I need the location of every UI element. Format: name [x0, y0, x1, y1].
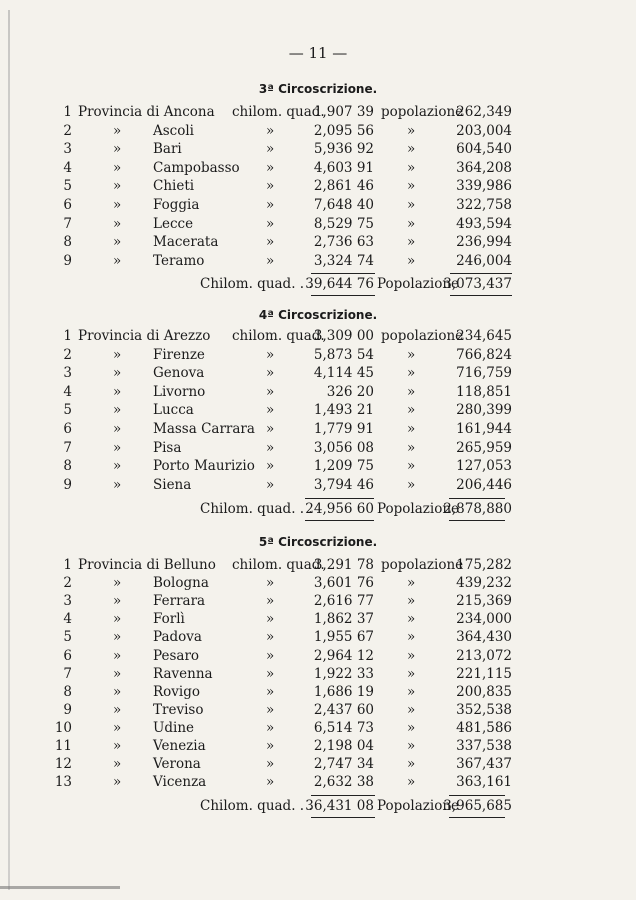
population-value: 221,115 [456, 665, 512, 682]
area-value: 1,955 67 [313, 629, 374, 646]
total-row [0, 276, 636, 294]
table-row [0, 421, 636, 439]
area-value: 4,114 45 [313, 365, 374, 382]
population-value: 246,004 [456, 252, 512, 269]
province-name: Forlì [153, 611, 185, 628]
ditto-mark: » [407, 141, 416, 158]
population-value: 265,959 [456, 439, 512, 456]
ditto-mark: » [407, 719, 416, 736]
ditto-mark: » [113, 252, 122, 269]
ditto-mark: » [113, 365, 122, 382]
province-name: Vicenza [153, 774, 207, 791]
province-name: Livorno [153, 383, 206, 400]
total-row [0, 501, 636, 519]
ditto-mark: » [113, 402, 122, 419]
ditto-mark: » [407, 234, 416, 251]
area-value: 2,747 34 [313, 756, 374, 773]
province-name: Firenze [153, 346, 205, 363]
ditto-mark: » [113, 719, 122, 736]
table-row [0, 593, 636, 611]
province-name: Treviso [153, 701, 204, 718]
row-index: 8 [63, 234, 72, 251]
row-index: 5 [63, 402, 72, 419]
ditto-mark: » [266, 683, 275, 700]
ditto-mark: » [113, 665, 122, 682]
ditto-mark: » [266, 421, 275, 437]
ditto-mark: » [113, 575, 122, 592]
province-name: Bari [153, 141, 182, 158]
row-index: 3 [63, 593, 72, 610]
province-name: Foggia [153, 197, 200, 213]
area-value: 3,291 78 [313, 557, 374, 573]
province-name: Siena [153, 476, 192, 493]
total-rule [449, 795, 505, 796]
total-area: 36,431 08 [305, 798, 374, 814]
total-population: 3,965,685 [443, 798, 512, 814]
population-value: 203,004 [456, 122, 512, 139]
ditto-mark: » [407, 439, 416, 456]
ditto-mark: » [407, 122, 416, 139]
ditto-mark: » [266, 178, 275, 195]
total-underline [450, 295, 512, 296]
table-row [0, 648, 636, 666]
table-row [0, 458, 636, 476]
area-value: 2,736 63 [313, 234, 374, 251]
ditto-mark: » [266, 593, 275, 610]
section-title: 3ª Circoscrizione. [258, 82, 378, 96]
population-label: popolazione [381, 557, 464, 573]
province-name: Lucca [153, 402, 194, 419]
ditto-mark: » [407, 252, 416, 269]
area-value: 2,616 77 [313, 593, 374, 610]
ditto-mark: » [407, 665, 416, 682]
ditto-mark: » [407, 346, 416, 363]
row-index: 5 [63, 629, 72, 646]
ditto-mark: » [407, 629, 416, 646]
ditto-mark: » [407, 402, 416, 419]
ditto-mark: » [113, 738, 122, 754]
ditto-mark: » [266, 346, 275, 363]
ditto-mark: » [266, 252, 275, 269]
province-label: Provincia di Ancona [78, 104, 215, 120]
ditto-mark: » [407, 738, 416, 754]
population-value: 234,000 [456, 611, 512, 628]
province-name: Padova [153, 629, 202, 646]
row-index: 2 [63, 122, 72, 139]
province-label: Provincia di Arezzo [78, 328, 211, 344]
population-value: 200,835 [456, 683, 512, 700]
area-value: 1,862 37 [313, 611, 374, 628]
population-value: 766,824 [456, 346, 512, 363]
area-value: 4,603 91 [313, 159, 374, 176]
ditto-mark: » [113, 421, 122, 437]
table-row [0, 384, 636, 402]
unit-label: chilom. quad. [232, 557, 325, 573]
population-value: 352,538 [456, 701, 512, 718]
row-index: 9 [63, 252, 72, 269]
ditto-mark: » [113, 458, 122, 475]
population-value: 280,399 [456, 402, 512, 419]
row-index: 2 [63, 575, 72, 592]
population-value: 161,944 [456, 421, 512, 437]
population-value: 322,758 [456, 197, 512, 213]
population-value: 215,369 [456, 593, 512, 610]
province-name: Ferrara [153, 593, 206, 610]
ditto-mark: » [266, 629, 275, 646]
row-index: 6 [63, 647, 72, 664]
population-value: 364,208 [456, 159, 512, 176]
table-row-first [0, 328, 636, 346]
area-value: 3,309 00 [313, 328, 374, 344]
area-value: 1,907 39 [313, 104, 374, 120]
area-value: 3,324 74 [313, 252, 374, 269]
population-value: 213,072 [456, 647, 512, 664]
total-population: 3,073,437 [443, 276, 512, 292]
province-name: Bologna [153, 575, 209, 592]
total-rule [450, 273, 512, 274]
total-underline [449, 817, 505, 818]
ditto-mark: » [266, 383, 275, 400]
ditto-mark: » [113, 611, 122, 628]
total-area: 39,644 76 [305, 276, 374, 292]
area-value: 1,209 75 [313, 458, 374, 475]
ditto-mark: » [113, 439, 122, 456]
ditto-mark: » [407, 421, 416, 437]
area-value: 2,437 60 [313, 701, 374, 718]
population-value: 363,161 [456, 774, 512, 791]
ditto-mark: » [407, 575, 416, 592]
row-index: 6 [63, 197, 72, 213]
total-underline [311, 295, 375, 296]
ditto-mark: » [407, 701, 416, 718]
area-value: 2,861 46 [313, 178, 374, 195]
ditto-mark: » [266, 665, 275, 682]
ditto-mark: » [266, 365, 275, 382]
table-row [0, 160, 636, 178]
table-row [0, 253, 636, 271]
ditto-mark: » [113, 383, 122, 400]
area-value: 2,632 38 [313, 774, 374, 791]
total-rule [311, 273, 375, 274]
population-value: 604,540 [456, 141, 512, 158]
province-name: Genova [153, 365, 205, 382]
row-index: 6 [63, 421, 72, 437]
ditto-mark: » [407, 774, 416, 791]
ditto-mark: » [113, 234, 122, 251]
area-value: 1,922 33 [313, 665, 374, 682]
table-row [0, 477, 636, 495]
ditto-mark: » [266, 719, 275, 736]
row-index: 4 [63, 159, 72, 176]
ditto-mark: » [407, 647, 416, 664]
table-row [0, 178, 636, 196]
population-value: 234,645 [456, 328, 512, 344]
table-row [0, 684, 636, 702]
total-rule [311, 795, 375, 796]
population-value: 262,349 [456, 104, 512, 120]
population-value: 364,430 [456, 629, 512, 646]
table-row [0, 347, 636, 365]
table-row [0, 756, 636, 774]
area-value: 3,794 46 [313, 476, 374, 493]
province-name: Pesaro [153, 647, 200, 664]
province-name: Udine [153, 719, 195, 736]
population-label: popolazione [381, 328, 464, 344]
total-row [0, 798, 636, 816]
ditto-mark: » [113, 476, 122, 493]
area-value: 1,686 19 [313, 683, 374, 700]
population-value: 127,053 [456, 458, 512, 475]
ditto-mark: » [266, 476, 275, 493]
ditto-mark: » [113, 756, 122, 773]
row-index: 1 [63, 328, 72, 344]
total-underline [311, 817, 375, 818]
total-unit-label: Chilom. quad. . . [200, 501, 313, 517]
table-row-first [0, 557, 636, 575]
total-population-label: Popolazione [377, 501, 460, 517]
ditto-mark: » [266, 611, 275, 628]
area-value: 8,529 75 [313, 215, 374, 232]
province-name: Pisa [153, 439, 182, 456]
total-population-label: Popolazione [377, 798, 460, 814]
table-row [0, 234, 636, 252]
row-index: 10 [54, 719, 72, 736]
province-name: Ascoli [153, 122, 195, 139]
ditto-mark: » [407, 215, 416, 232]
total-unit-label: Chilom. quad. . . [200, 798, 313, 814]
row-index: 1 [63, 104, 72, 120]
ditto-mark: » [266, 756, 275, 773]
province-name: Macerata [153, 234, 219, 251]
row-index: 7 [63, 439, 72, 456]
population-value: 716,759 [456, 365, 512, 382]
row-index: 11 [54, 738, 72, 754]
total-population-label: Popolazione [377, 276, 460, 292]
ditto-mark: » [113, 593, 122, 610]
province-name: Teramo [153, 252, 205, 269]
population-value: 206,446 [456, 476, 512, 493]
ditto-mark: » [266, 701, 275, 718]
ditto-mark: » [266, 439, 275, 456]
province-name: Massa Carrara [153, 421, 255, 437]
table-row [0, 365, 636, 383]
ditto-mark: » [113, 122, 122, 139]
row-index: 13 [54, 774, 72, 791]
population-value: 175,282 [456, 557, 512, 573]
population-value: 493,594 [456, 215, 512, 232]
area-value: 2,964 12 [313, 647, 374, 664]
area-value: 7,648 40 [313, 197, 374, 213]
page-number: — 11 — [288, 44, 348, 62]
area-value: 5,873 54 [313, 346, 374, 363]
ditto-mark: » [407, 756, 416, 773]
table-row [0, 575, 636, 593]
row-index: 4 [63, 611, 72, 628]
row-index: 7 [63, 665, 72, 682]
ditto-mark: » [266, 122, 275, 139]
province-name: Lecce [153, 215, 194, 232]
ditto-mark: » [407, 458, 416, 475]
province-name: Chieti [153, 178, 195, 195]
province-name: Campobasso [153, 159, 240, 176]
table-row [0, 774, 636, 792]
ditto-mark: » [113, 215, 122, 232]
ditto-mark: » [407, 683, 416, 700]
ditto-mark: » [266, 402, 275, 419]
table-row [0, 666, 636, 684]
total-rule [305, 498, 374, 499]
population-value: 236,994 [456, 234, 512, 251]
ditto-mark: » [266, 215, 275, 232]
area-value: 2,095 56 [313, 122, 374, 139]
ditto-mark: » [266, 738, 275, 754]
ditto-mark: » [407, 159, 416, 176]
table-row [0, 629, 636, 647]
province-label: Provincia di Belluno [78, 557, 216, 573]
province-name: Ravenna [153, 665, 213, 682]
ditto-mark: » [266, 458, 275, 475]
total-rule [449, 498, 505, 499]
row-index: 3 [63, 141, 72, 158]
ditto-mark: » [407, 365, 416, 382]
total-unit-label: Chilom. quad. . . [200, 276, 313, 292]
ditto-mark: » [407, 611, 416, 628]
ditto-mark: » [113, 159, 122, 176]
ditto-mark: » [113, 629, 122, 646]
row-index: 3 [63, 365, 72, 382]
ditto-mark: » [113, 647, 122, 664]
total-population: 2,878,880 [443, 501, 512, 517]
ditto-mark: » [113, 701, 122, 718]
table-row [0, 141, 636, 159]
ditto-mark: » [266, 197, 275, 213]
unit-label: chilom. quad. [232, 328, 325, 344]
province-name: Porto Maurizio [153, 458, 255, 475]
area-value: 1,779 91 [313, 421, 374, 437]
ditto-mark: » [113, 178, 122, 195]
population-value: 481,586 [456, 719, 512, 736]
row-index: 12 [54, 756, 72, 773]
area-value: 3,056 08 [313, 439, 374, 456]
population-value: 118,851 [456, 383, 512, 400]
ditto-mark: » [266, 141, 275, 158]
row-index: 5 [63, 178, 72, 195]
ditto-mark: » [113, 774, 122, 791]
area-value: 1,493 21 [313, 402, 374, 419]
ditto-mark: » [407, 593, 416, 610]
table-row [0, 197, 636, 215]
ditto-mark: » [266, 159, 275, 176]
ditto-mark: » [407, 476, 416, 493]
area-value: 6,514 73 [313, 719, 374, 736]
table-row [0, 702, 636, 720]
ditto-mark: » [407, 178, 416, 195]
section-title: 5ª Circoscrizione. [258, 535, 378, 549]
province-name: Venezia [153, 738, 206, 754]
table-row [0, 738, 636, 756]
total-underline [449, 520, 505, 521]
ditto-mark: » [113, 197, 122, 213]
page-edge-bottom [0, 886, 120, 889]
section-title: 4ª Circoscrizione. [258, 308, 378, 322]
area-value: 326 20 [326, 383, 374, 400]
table-row [0, 123, 636, 141]
row-index: 9 [63, 476, 72, 493]
row-index: 8 [63, 683, 72, 700]
row-index: 9 [63, 701, 72, 718]
table-row [0, 216, 636, 234]
row-index: 8 [63, 458, 72, 475]
ditto-mark: » [407, 383, 416, 400]
row-index: 7 [63, 215, 72, 232]
unit-label: chilom. quad. [232, 104, 325, 120]
province-name: Rovigo [153, 683, 201, 700]
row-index: 1 [63, 557, 72, 573]
ditto-mark: » [266, 774, 275, 791]
ditto-mark: » [113, 141, 122, 158]
population-value: 339,986 [456, 178, 512, 195]
ditto-mark: » [113, 346, 122, 363]
ditto-mark: » [113, 683, 122, 700]
population-value: 367,437 [456, 756, 512, 773]
total-underline [305, 520, 374, 521]
area-value: 5,936 92 [313, 141, 374, 158]
area-value: 2,198 04 [313, 738, 374, 754]
table-row [0, 611, 636, 629]
population-value: 337,538 [456, 738, 512, 754]
ditto-mark: » [266, 647, 275, 664]
ditto-mark: » [266, 234, 275, 251]
province-name: Verona [153, 756, 201, 773]
area-value: 3,601 76 [313, 575, 374, 592]
total-area: 24,956 60 [305, 501, 374, 517]
table-row [0, 402, 636, 420]
table-row [0, 720, 636, 738]
population-value: 439,232 [456, 575, 512, 592]
table-row [0, 440, 636, 458]
row-index: 2 [63, 346, 72, 363]
ditto-mark: » [266, 575, 275, 592]
row-index: 4 [63, 383, 72, 400]
table-row-first [0, 104, 636, 122]
population-label: popolazione [381, 104, 464, 120]
ditto-mark: » [407, 197, 416, 213]
